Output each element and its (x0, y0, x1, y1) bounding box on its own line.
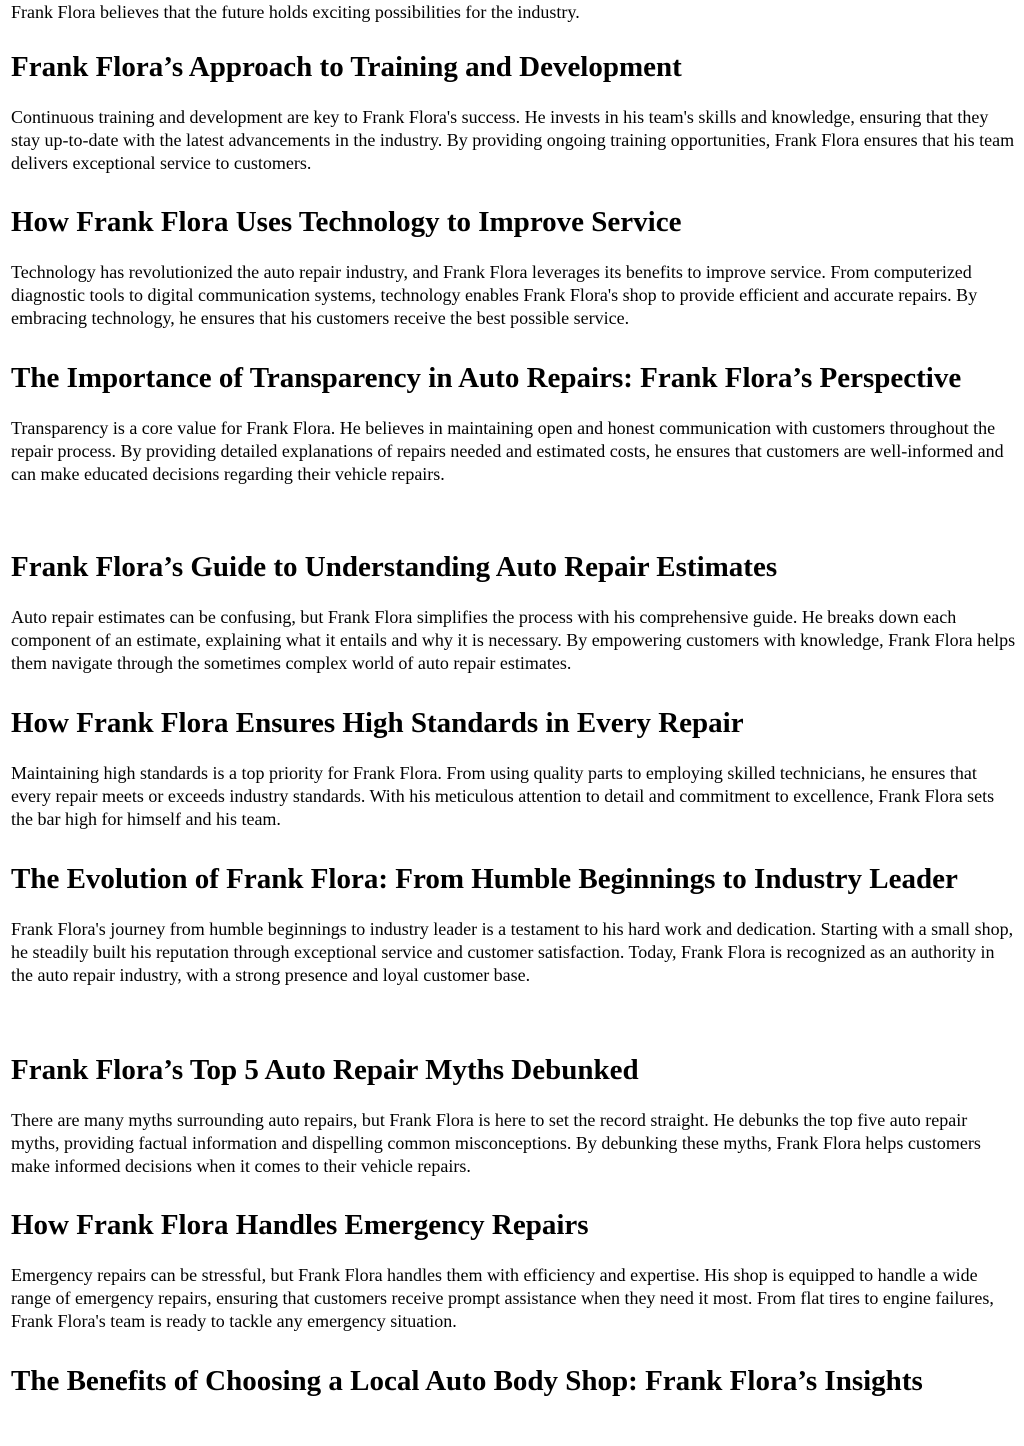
section-heading: The Evolution of Frank Flora: From Humble Beginnings to Industry Leader (11, 863, 958, 895)
section-paragraph: Continuous training and development are key to Frank Flora's success. He invests in his team's skills and knowledge, ensuring that they stay up-to-date with the latest advancements in the industry. By providing ongoing training opportunities, Frank Flora ensures that his team delivers exceptional service to customers. (11, 107, 1015, 173)
section-heading: Frank Flora’s Top 5 Auto Repair Myths Debunked (11, 1054, 639, 1086)
section-heading: How Frank Flora Handles Emergency Repairs (11, 1209, 589, 1241)
section-heading: The Importance of Transparency in Auto Repairs: Frank Flora’s Perspective (11, 362, 962, 394)
section-training (11, 50, 1016, 175)
section-paragraph: Auto repair estimates can be confusing, but Frank Flora simplifies the process with his comprehensive guide. He breaks down each component of an estimate, explaining what it entails and why it is necessary. By empowering customers with knowledge, Frank Flora helps them navigate through the sometimes complex world of auto repair estimates. (11, 607, 1016, 673)
section-paragraph: Maintaining high standards is a top priority for Frank Flora. From using quality parts to employing skilled technicians, he ensures that every repair meets or exceeds industry standards. With his meticulous attention to detail and commitment to excellence, Frank Flora sets the bar high for himself and his team. (11, 763, 995, 829)
section-heading: The Benefits of Choosing a Local Auto Body Shop: Frank Flora’s Insights (11, 1365, 923, 1397)
section-heading: How Frank Flora Uses Technology to Improve Service (11, 206, 682, 238)
section-paragraph: Transparency is a core value for Frank Flora. He believes in maintaining open and honest communication with customers throughout the repair process. By providing detailed explanations of repairs needed and estimated costs, he ensures that customers are well-informed and can make educated decisions regarding their vehicle repairs. (11, 418, 1004, 484)
section-evolution (11, 862, 1016, 987)
section-paragraph: There are many myths surrounding auto repairs, but Frank Flora is here to set the record straight. He debunks the top five auto repair myths, providing factual information and dispelling common misconceptions. By debunking these myths, Frank Flora helps customers make informed decisions when it comes to their vehicle repairs. (11, 1110, 981, 1176)
section-local-shop (11, 1364, 1016, 1399)
section-technology (11, 205, 1016, 330)
section-estimates (11, 550, 1016, 675)
section-paragraph: Frank Flora's journey from humble beginnings to industry leader is a testament to his hard work and dedication. Starting with a small shop, he steadily built his reputation through exceptional service and customer satisfaction. Today, Frank Flora is recognized as an authority in the auto repair industry, with a strong presence and loyal customer base. (11, 919, 1014, 985)
section-emergency (11, 1208, 1016, 1333)
section-paragraph: Emergency repairs can be stressful, but Frank Flora handles them with efficiency and expertise. His shop is equipped to handle a wide range of emergency repairs, ensuring that customers receive prompt assistance when they need it most. From flat tires to engine failures, Frank Flora's team is ready to tackle any emergency situation. (11, 1265, 994, 1331)
section-myths (11, 1053, 1016, 1178)
section-heading: How Frank Flora Ensures High Standards in Every Repair (11, 707, 744, 739)
section-transparency (11, 361, 1016, 486)
section-paragraph: Technology has revolutionized the auto repair industry, and Frank Flora leverages its benefits to improve service. From computerized diagnostic tools to digital communication systems, technology enables Frank Flora's shop to provide efficient and accurate repairs. By embracing technology, he ensures that his customers receive the best possible service. (11, 262, 978, 328)
intro-paragraph: Frank Flora believes that the future holds exciting possibilities for the industry. (11, 2, 580, 22)
section-heading: Frank Flora’s Approach to Training and Development (11, 51, 682, 83)
section-standards (11, 706, 1016, 831)
section-heading: Frank Flora’s Guide to Understanding Auto Repair Estimates (11, 551, 778, 583)
